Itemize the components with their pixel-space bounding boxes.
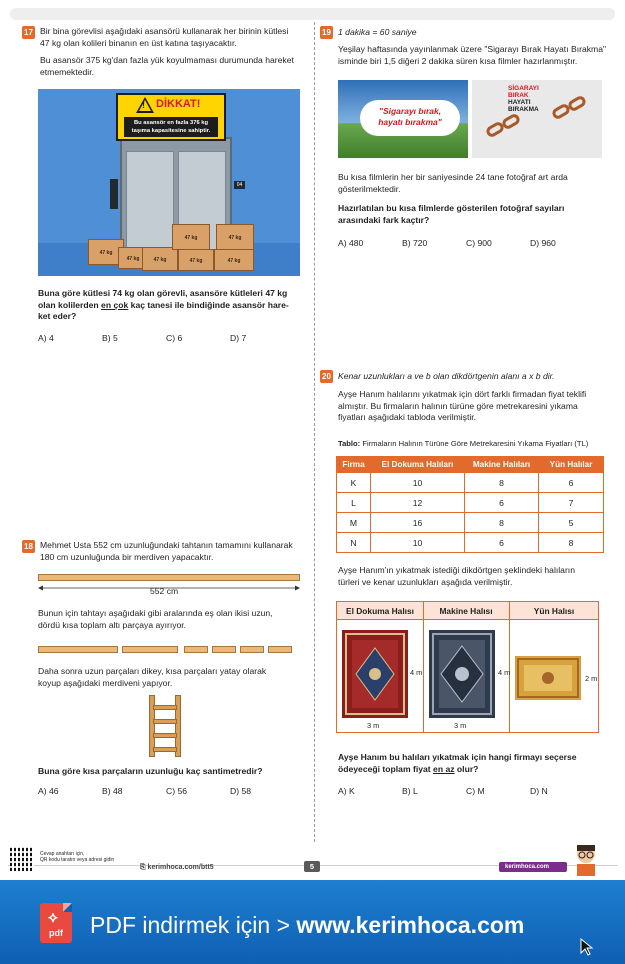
long-piece (122, 646, 178, 653)
q19-question-line: Hazırlatılan bu kısa filmlerde gösterilen fotoğraf sayıları (338, 203, 565, 213)
question-number-17: 17 (22, 26, 35, 39)
box: 47 kg (142, 247, 178, 271)
box: 47 kg (178, 249, 214, 271)
top-bar (10, 8, 615, 20)
q19-question (338, 203, 564, 226)
q17-line: Bu asansör 375 kg'dan fazla yük koyulmaması durumunda hareket (40, 55, 294, 65)
rug3-height: 2 m (585, 674, 598, 683)
q17-line: Bir bina görevlisi aşağıdaki asansörü kullanarak her birinin kütlesi (40, 26, 289, 36)
rug-table (336, 601, 599, 733)
warning-sign (116, 93, 226, 141)
q17-question-part: olan kolilerden (38, 299, 102, 310)
q20-question-part: ödeyeceği toplam fiyat (338, 763, 434, 774)
q20-question-part: olur? (454, 763, 479, 774)
cursor-icon (580, 938, 594, 956)
option-b[interactable]: B) L (402, 786, 418, 796)
option-a[interactable]: A) K (338, 786, 355, 796)
q19-line: Yeşilay haftasında yayınlanmak üzere "Sigarayı Bırak Hayatı Bırakma" (338, 44, 607, 54)
q17-options (38, 333, 294, 343)
long-piece (38, 646, 118, 653)
q17-question-line (38, 300, 289, 312)
rug2-width: 3 m (454, 721, 467, 730)
board-length-label: 552 cm (150, 586, 179, 596)
film-image-2 (472, 80, 602, 158)
table-row (337, 493, 604, 513)
option-c[interactable]: C) 6 (166, 333, 183, 343)
rug-table-separator (509, 602, 510, 732)
mascot-icon (573, 842, 599, 876)
wool-rug (515, 656, 581, 700)
slogan-line: "Sigarayı bırak, (378, 106, 442, 116)
rug-header: El Dokuma Halısı (346, 606, 414, 616)
option-b[interactable]: B) 48 (102, 786, 123, 796)
q20-line: Ayşe Hanım'ın yıkatmak istediği dikdörtgen şeklindeki halıların (338, 565, 575, 575)
hand-woven-rug (342, 630, 408, 718)
ladder-rung (153, 705, 177, 710)
table-header-row (337, 457, 604, 473)
option-b[interactable]: B) 720 (402, 238, 428, 248)
option-a[interactable]: A) 480 (338, 238, 364, 248)
full-board (38, 574, 300, 581)
banner-text-prefix: PDF indirmek için > (90, 912, 297, 938)
option-c[interactable]: C) M (466, 786, 485, 796)
q18-line: koyup aşağıdaki merdiveni yapıyor. (38, 677, 173, 688)
q18-text-3 (38, 666, 266, 689)
q20-question-line (338, 764, 577, 776)
footer-link[interactable] (140, 862, 214, 874)
q20-line: almıştır. Bu firmaların halının türüne göre metrekaresini yıkama (338, 400, 578, 411)
q17-line: 47 kg olan kolileri binanın en üst katına taşıyacaktır. (40, 37, 237, 48)
warning-title: DİKKAT! (156, 98, 201, 110)
q17-text-1 (40, 26, 288, 49)
short-piece (212, 646, 236, 653)
rug1-height: 4 m (410, 668, 423, 677)
short-piece (268, 646, 292, 653)
q20-line: Ayşe Hanım halılarını yıkatmak için dört farklı firmadan fiyat teklifi (338, 389, 587, 399)
q19-note: 1 dakika = 60 saniye (338, 27, 417, 37)
table-cell: 10 (371, 533, 465, 553)
brand-tag[interactable]: kerimhoca.com (499, 862, 567, 872)
q20-line: türleri ve kenar uzunlukları aşağıda verilmiştir. (338, 576, 513, 587)
q18-line: 180 cm uzunluğunda bir merdiven yapacaktır. (40, 551, 214, 562)
film-image-1-slogan (360, 100, 460, 136)
table-cell: 6 (465, 493, 539, 513)
film-image-1 (338, 80, 468, 158)
page-number: 5 (304, 861, 320, 872)
rug-header: Yün Halısı (533, 606, 575, 616)
ladder-rung (153, 733, 177, 738)
q20-note: Kenar uzunlukları a ve b olan dikdörtgenin alanı a x b dir. (338, 371, 555, 381)
q18-line: Daha sonra uzun parçaları dikey, kısa parçaları yatay olarak (38, 666, 267, 676)
pdf-icon (40, 903, 72, 943)
q18-options (38, 786, 294, 796)
ladder-rung (153, 747, 177, 752)
q19-line: isminde biri 1,5 diğeri 2 dakika süren kısa filmler hazırlanmıştır. (338, 55, 578, 66)
box: 47 kg (172, 224, 210, 250)
table-cell: 6 (465, 533, 539, 553)
table-caption-text: Firmaların Halının Türüne Göre Metrekaresini Yıkama Fiyatları (TL) (360, 439, 589, 448)
footer-link-text: kerimhoca.com/btt5 (147, 864, 214, 871)
qr-note (40, 851, 114, 863)
machine-rug (429, 630, 495, 718)
question-number-19: 19 (320, 26, 333, 39)
q18-line: Bunun için tahtayı aşağıdaki gibi aralarında eş olan ikisi uzun, (38, 608, 273, 618)
acrobat-symbol-icon: ⟡ (48, 909, 58, 926)
slogan-line: SİGARAYI (508, 85, 539, 92)
q18-question: Buna göre kısa parçaların uzunluğu kaç santimetredir? (38, 766, 263, 776)
warning-message (124, 117, 218, 137)
table-cell: N (337, 533, 371, 553)
table-cell: 8 (465, 513, 539, 533)
ladder-rung (153, 719, 177, 724)
q20-question (338, 752, 577, 775)
q19-text-2 (338, 172, 568, 195)
option-a[interactable]: A) 46 (38, 786, 59, 796)
qr-note-line: Cevap anahtarı için, (40, 851, 85, 857)
q18-line: dördü kısa toplam altı parçaya ayırıyor. (38, 619, 187, 630)
box: 47 kg (214, 249, 254, 271)
table-cell: 7 (539, 493, 604, 513)
box: 47 kg (88, 239, 124, 265)
warning-message-line: Bu asansör en fazla 376 kg (133, 120, 209, 126)
table-cell: K (337, 473, 371, 493)
warning-triangle-icon (136, 97, 154, 113)
q20-line: fiyatları aşağıdaki tabloda verilmiştir. (338, 412, 477, 423)
table-cell: 5 (539, 513, 604, 533)
q18-text-2 (38, 608, 273, 631)
table-cell: 10 (371, 473, 465, 493)
table-header: Firma (337, 457, 371, 473)
warning-message-line: taşıma kapasitesine sahiptir. (131, 128, 211, 134)
rug1-width: 3 m (367, 721, 380, 730)
q17-question-line: Buna göre kütlesi 74 kg olan görevli, asansöre kütleleri 47 kg (38, 288, 288, 298)
table-cell: 12 (371, 493, 465, 513)
box: 47 kg (118, 247, 148, 269)
box: 47 kg (216, 224, 254, 250)
short-piece (240, 646, 264, 653)
column-divider (314, 22, 315, 842)
table-caption (338, 438, 588, 450)
banner-text[interactable] (90, 912, 524, 939)
option-d[interactable]: D) 7 (230, 333, 247, 343)
option-b[interactable]: B) 5 (102, 333, 118, 343)
option-d[interactable]: D) 58 (230, 786, 252, 796)
rug2-height: 4 m (498, 668, 511, 677)
floor-indicator: 04 (234, 181, 245, 189)
link-icon: ⎘ (140, 864, 148, 871)
table-header: Yün Halılar (539, 457, 604, 473)
option-d[interactable]: D) 960 (530, 238, 556, 248)
q19-line: Bu kısa filmlerin her bir saniyesinde 24 tane fotoğraf art arda (338, 172, 568, 182)
question-number-20: 20 (320, 370, 333, 383)
q18-text-1 (40, 540, 293, 563)
slogan-line: BIRAKMA (508, 106, 539, 113)
option-c[interactable]: C) 56 (166, 786, 188, 796)
table-row (337, 513, 604, 533)
q20-question-line: Ayşe Hanım bu halıları yıkatmak için hangi firmayı seçerse (338, 752, 577, 762)
q19-text-1 (338, 44, 606, 67)
table-cell: 8 (539, 533, 604, 553)
rug-table-separator (423, 602, 424, 732)
q19-line: gösterilmektedir. (338, 183, 401, 194)
q17-text-2 (40, 55, 294, 78)
q19-question-line: arasındaki fark kaçtır? (338, 214, 430, 225)
q20-options (338, 786, 594, 796)
table-caption-label: Tablo: (338, 439, 361, 448)
table-row (337, 533, 604, 553)
banner-url: www.kerimhoca.com (296, 912, 525, 938)
slogan-line: HAYATI (508, 99, 531, 106)
qr-code-overlay (10, 847, 34, 871)
pdf-label: pdf (49, 928, 63, 938)
slogan-line: BIRAK (508, 92, 529, 99)
option-c[interactable]: C) 900 (466, 238, 492, 248)
table-cell: L (337, 493, 371, 513)
table-header: Makine Halıları (465, 457, 539, 473)
exclamation-icon: ! (142, 100, 145, 110)
table-row (337, 473, 604, 493)
q18-line: Mehmet Usta 552 cm uzunluğundaki tahtanın tamamını kullanarak (40, 540, 293, 550)
q20-text-1 (338, 389, 586, 424)
table-cell: 8 (465, 473, 539, 493)
table-cell: 6 (539, 473, 604, 493)
question-number-18: 18 (22, 540, 35, 553)
elevator-button-panel (110, 179, 118, 209)
option-d[interactable]: D) N (530, 786, 548, 796)
film-image-2-slogan (508, 85, 539, 113)
rug-header: Makine Halısı (439, 606, 493, 616)
price-table (336, 456, 604, 553)
table-cell: M (337, 513, 371, 533)
table-cell: 16 (371, 513, 465, 533)
option-a[interactable]: A) 4 (38, 333, 54, 343)
q17-line: etmemektedir. (40, 66, 94, 77)
q20-text-2 (338, 565, 575, 588)
q20-question-underlined: en az (433, 763, 455, 774)
qr-note-line: QR kodu taratın veya adresi gidin (40, 857, 115, 863)
elevator-illustration (38, 89, 300, 276)
q17-question-line: ket eder? (38, 311, 77, 322)
slogan-line: hayatı bırakma" (378, 117, 442, 127)
q17-question-part: kaç tanesi ile bindiğinde asansör hare- (128, 299, 289, 310)
q19-options (338, 238, 594, 248)
table-header: El Dokuma Halıları (371, 457, 465, 473)
q17-question-underlined: en çok (101, 299, 129, 310)
short-piece (184, 646, 208, 653)
q17-question (38, 288, 289, 323)
